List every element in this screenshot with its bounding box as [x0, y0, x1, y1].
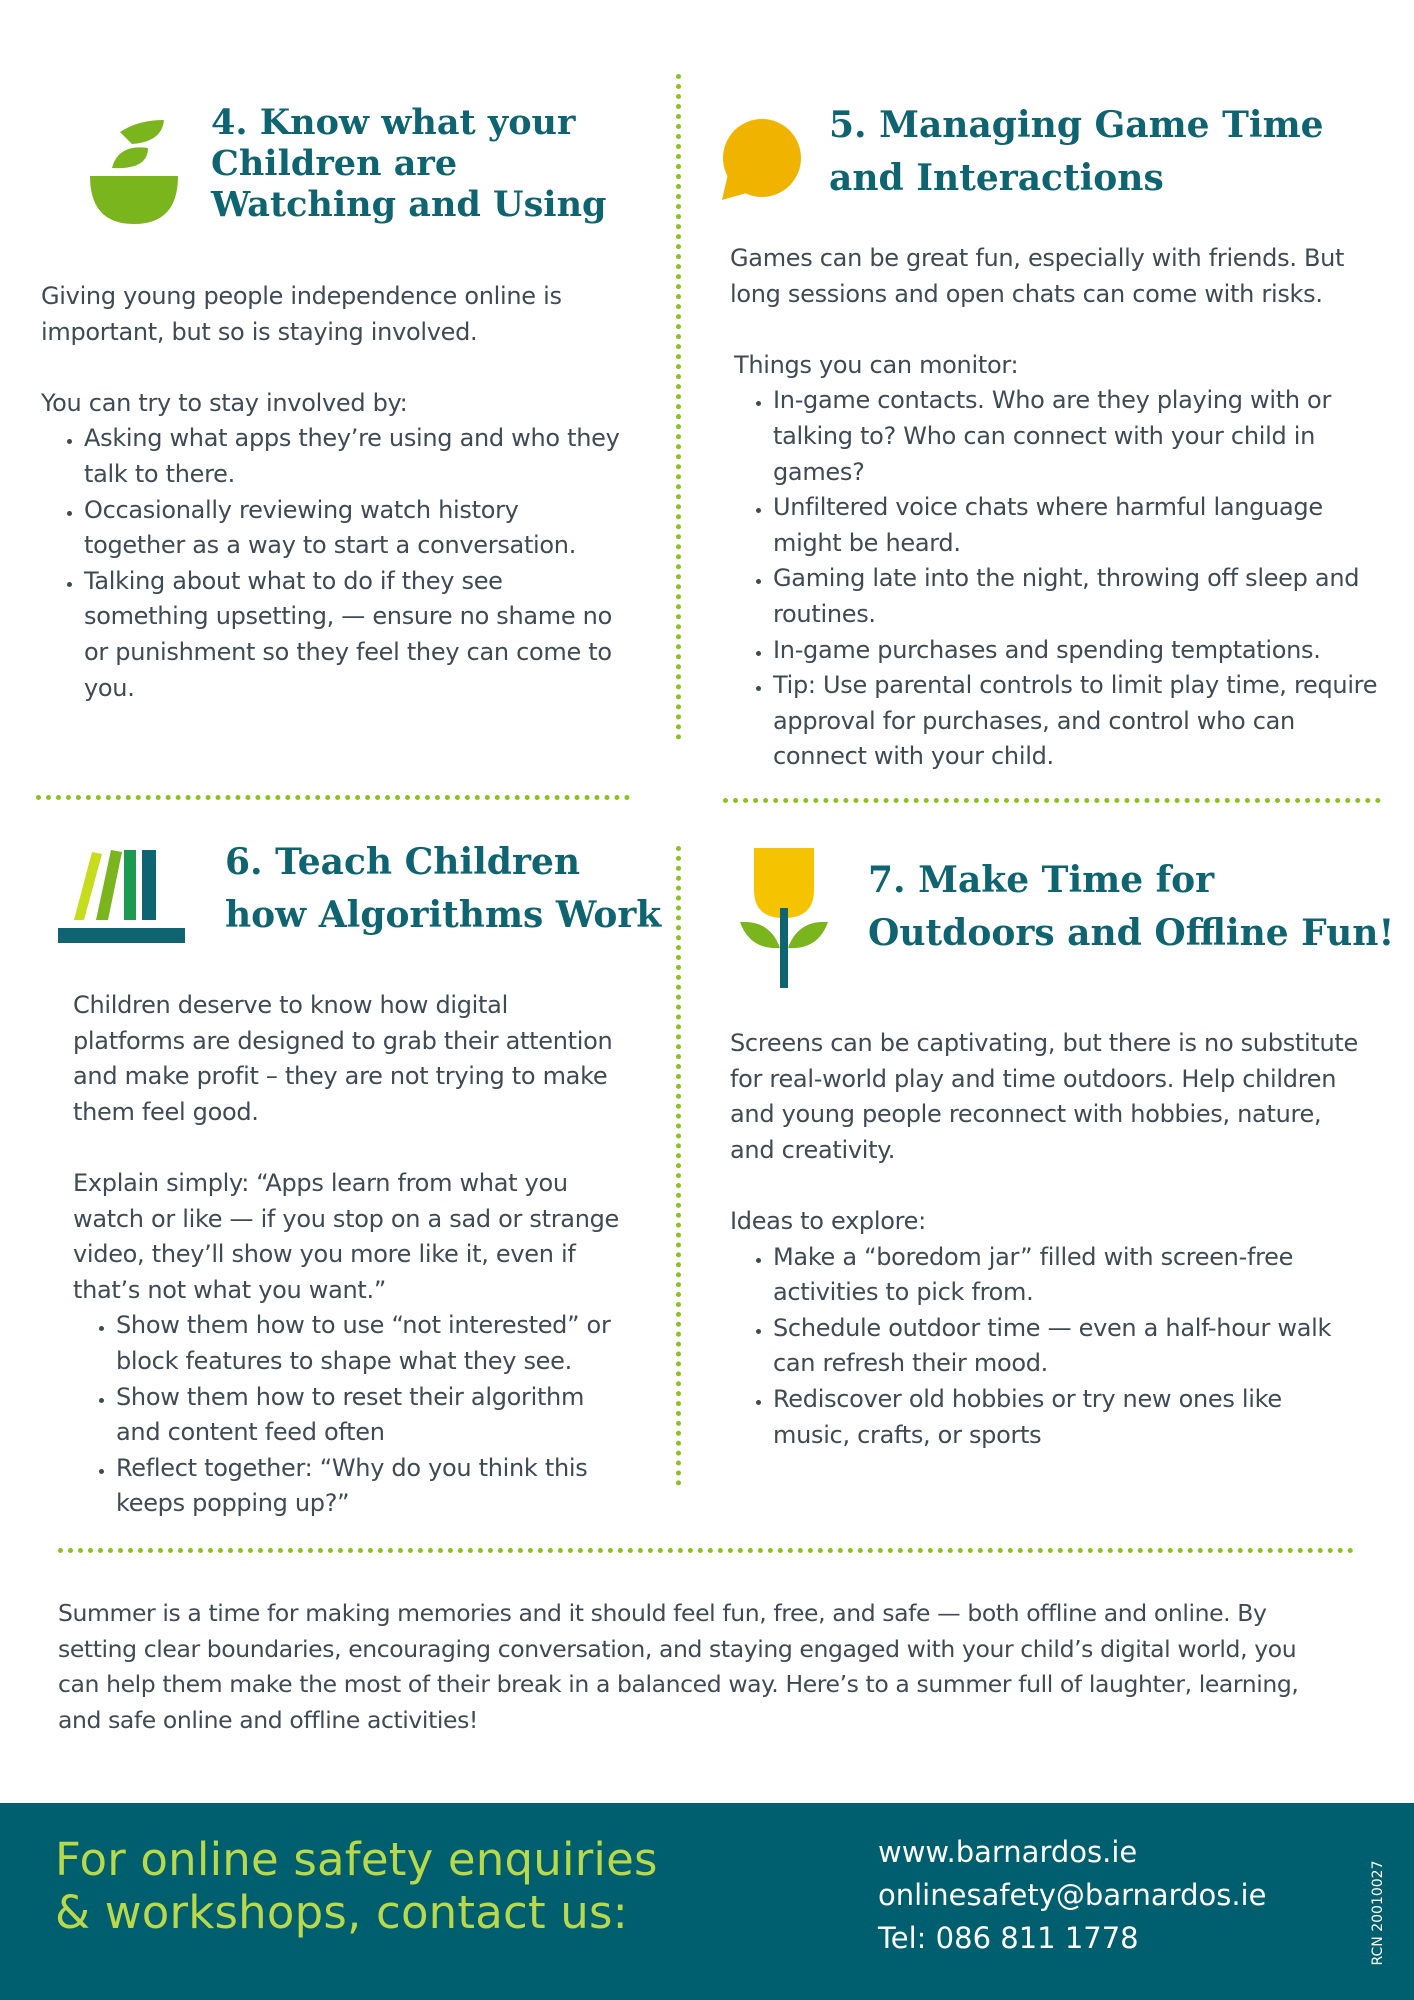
bullet-list: [41, 421, 661, 706]
footer-banner: [0, 1803, 1414, 2000]
list-item: [116, 1451, 673, 1522]
text-line: Asking what apps they’re using and who they: [84, 424, 620, 453]
text-line: Summer is a time for making memories and it should feel fun, free, and safe — both offline and online. By: [58, 1599, 1267, 1627]
text-line: talking to? Who can connect with your child in: [773, 421, 1316, 450]
list-item: [773, 561, 1410, 632]
text-line: that’s not what you want.”: [73, 1275, 386, 1304]
registered-charity-number: RCN 20010027: [1370, 1860, 1386, 1966]
text-line: important, but so is staying involved.: [41, 317, 478, 346]
cta-line: For online safety enquiries: [55, 1833, 658, 1886]
contact-details: [878, 1831, 1266, 1960]
list-item: [773, 1240, 1410, 1311]
section-7-title: [868, 854, 1408, 960]
list-item: [773, 490, 1410, 561]
text-line: and safe online and offline activities!: [58, 1705, 478, 1734]
text-line: Show them how to reset their algorithm: [116, 1382, 585, 1411]
text-line: games?: [773, 457, 865, 486]
title-line: how Algorithms Work: [225, 894, 662, 936]
bullet-list: [730, 383, 1410, 775]
text-line: you.: [84, 673, 135, 702]
text-line: and make profit – they are not trying to make: [73, 1062, 608, 1091]
bowl-icon: [86, 118, 182, 226]
text-line: and creativity.: [730, 1135, 896, 1164]
intro-paragraph: [730, 241, 1410, 312]
text-line: and content feed often: [116, 1418, 385, 1447]
speech-bubble-icon: [718, 118, 802, 202]
text-line: Explain simply: “Apps learn from what you: [73, 1168, 568, 1197]
list-item: [773, 668, 1410, 775]
horizontal-divider-right: [723, 798, 1381, 803]
text-line: Games can be great fun, especially with friends. But: [730, 244, 1345, 272]
intro-paragraph: [730, 1026, 1410, 1168]
title-line: Watching and Using: [211, 184, 607, 225]
list-item: [116, 1380, 673, 1451]
text-line: together as a way to start a conversation.: [84, 531, 577, 560]
list-item: [773, 1311, 1410, 1382]
list-item: [84, 493, 661, 564]
text-line: Show them how to use “not interested” or: [116, 1311, 611, 1340]
text-line: and young people reconnect with hobbies, nature,: [730, 1100, 1322, 1129]
list-item: [773, 1382, 1410, 1453]
explain-paragraph: [73, 1166, 673, 1308]
text-line: Talking about what to do if they see: [84, 566, 503, 595]
title-line: 6. Teach Children: [225, 841, 581, 883]
list-intro: You can try to stay involved by:: [41, 388, 408, 417]
text-line: routines.: [773, 599, 876, 628]
list-intro: Ideas to explore:: [730, 1206, 926, 1235]
text-line: approval for purchases, and control who can: [773, 706, 1295, 735]
text-line: Gaming late into the night, throwing off sleep and: [773, 564, 1360, 593]
text-line: talk to there.: [84, 459, 235, 488]
bullet-list: [730, 1240, 1410, 1454]
section-4-title: [211, 102, 651, 225]
text-line: keeps popping up?”: [116, 1489, 350, 1518]
horizontal-divider-bottom: [58, 1548, 1354, 1553]
section-4-body: [41, 279, 661, 706]
text-line: block features to shape what they see.: [116, 1346, 572, 1375]
horizontal-divider-left: [36, 795, 630, 800]
list-item: [84, 564, 661, 706]
section-6-body: [73, 988, 673, 1522]
text-line: music, crafts, or sports: [773, 1420, 1042, 1449]
text-line: Screens can be captivating, but there is no substitute: [730, 1029, 1358, 1057]
text-line: or punishment so they feel they can come to: [84, 637, 612, 666]
intro-paragraph: [41, 279, 661, 350]
phone-number[interactable]: Tel: 086 811 1778: [878, 1921, 1139, 1955]
text-line: activities to pick from.: [773, 1278, 1034, 1307]
section-5-title: [829, 99, 1389, 205]
text-line: Children deserve to know how digital: [73, 991, 508, 1019]
title-line: 5. Managing Game Time: [829, 104, 1324, 146]
list-item: [773, 633, 1410, 669]
list-intro: Things you can monitor:: [734, 350, 1019, 379]
text-line: for real-world play and time outdoors. Help children: [730, 1064, 1337, 1093]
text-line: might be heard.: [773, 528, 961, 557]
text-line: Tip: Use parental controls to limit play time, require: [773, 671, 1378, 700]
bullet-list: [73, 1308, 673, 1522]
text-line: In-game purchases and spending temptations.: [773, 635, 1321, 664]
title-line: 4. Know what your: [211, 102, 576, 143]
section-6-title: [225, 836, 675, 942]
text-line: Schedule outdoor time — even a half-hour walk: [773, 1313, 1332, 1342]
text-line: Unfiltered voice chats where harmful language: [773, 493, 1323, 522]
section-7-body: [730, 1026, 1410, 1453]
text-line: Rediscover old hobbies or try new ones like: [773, 1384, 1282, 1413]
vertical-divider-bottom: [676, 846, 681, 1486]
cta-line: & workshops, contact us:: [55, 1886, 629, 1939]
text-line: platforms are designed to grab their attention: [73, 1026, 613, 1055]
books-icon: [58, 848, 186, 944]
text-line: watch or like — if you stop on a sad or strange: [73, 1204, 620, 1233]
contact-call-to-action: [55, 1833, 658, 1939]
website-link[interactable]: www.barnardos.ie: [878, 1835, 1138, 1869]
text-line: Reflect together: “Why do you think this: [116, 1453, 588, 1482]
text-line: something upsetting, — ensure no shame no: [84, 602, 612, 631]
text-line: Occasionally reviewing watch history: [84, 495, 519, 524]
intro-paragraph: [73, 988, 673, 1130]
title-line: Outdoors and Offline Fun!: [868, 912, 1395, 954]
text-line: connect with your child.: [773, 742, 1054, 771]
text-line: Giving young people independence online is: [41, 282, 562, 310]
text-line: video, they’ll show you more like it, even if: [73, 1240, 576, 1269]
text-line: can help them make the most of their break in a balanced way. Here’s to a summer full of laughter, learning,: [58, 1670, 1299, 1699]
section-5-body: [730, 241, 1410, 775]
text-line: Make a “boredom jar” filled with screen-free: [773, 1242, 1294, 1271]
text-line: them feel good.: [73, 1097, 259, 1126]
title-line: and Interactions: [829, 157, 1164, 199]
email-link[interactable]: onlinesafety@barnardos.ie: [878, 1878, 1267, 1912]
summary-paragraph: [58, 1596, 1408, 1738]
text-line: In-game contacts. Who are they playing with or: [773, 386, 1332, 415]
vertical-divider-top: [676, 74, 681, 740]
title-line: 7. Make Time for: [868, 859, 1215, 901]
list-item: [116, 1308, 673, 1379]
text-line: setting clear boundaries, encouraging conversation, and staying engaged with your child’s digital world, you: [58, 1634, 1297, 1663]
list-item: [84, 421, 661, 492]
text-line: long sessions and open chats can come with risks.: [730, 279, 1323, 308]
tulip-icon: [738, 846, 830, 988]
list-item: [773, 383, 1410, 490]
title-line: Children are: [211, 143, 458, 184]
text-line: can refresh their mood.: [773, 1349, 1049, 1378]
